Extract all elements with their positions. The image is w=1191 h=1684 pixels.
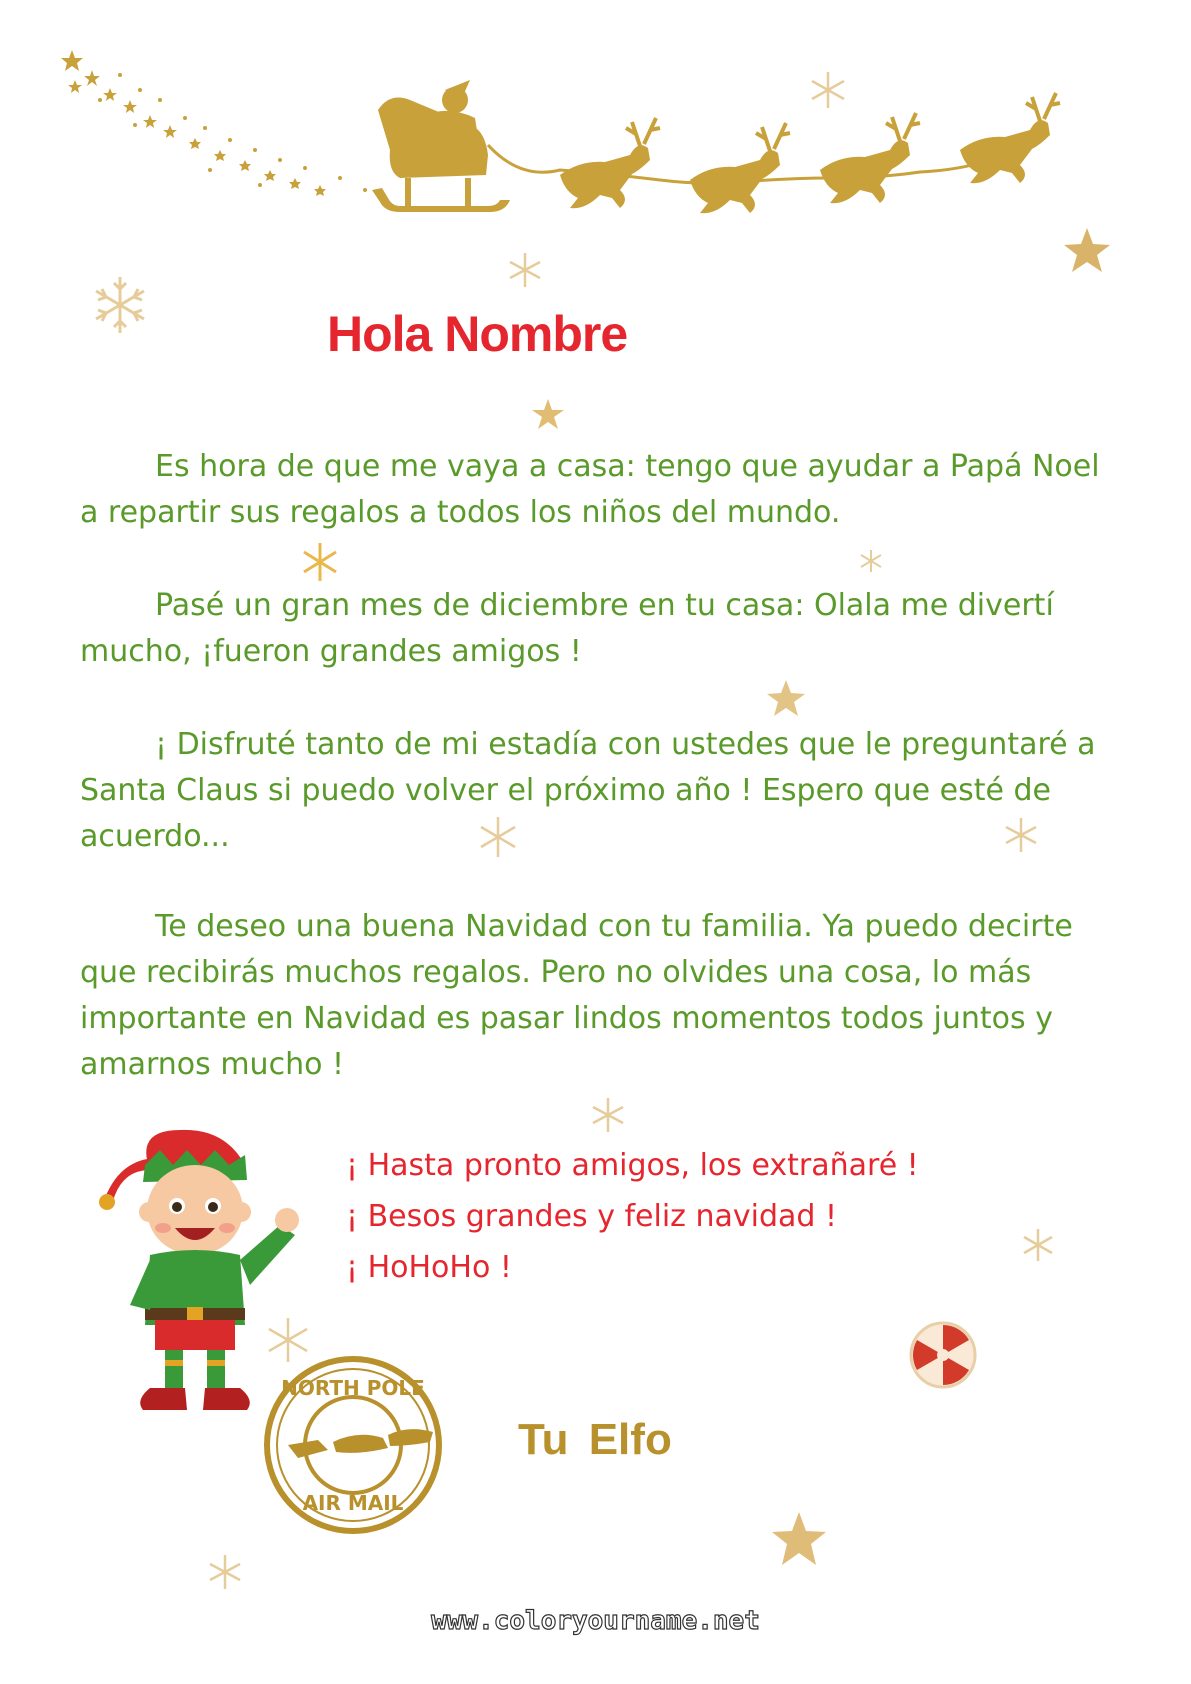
reindeer-4: [960, 93, 1060, 183]
snowflake-icon: [90, 275, 150, 335]
star-trail: [61, 50, 367, 196]
paragraph-text: Es hora de que me vaya a casa: tengo que ayudar a Papá Noel a repartir sus regalos a todos los niños del mundo.: [80, 449, 1100, 530]
letter-paragraph-3: [80, 722, 1120, 860]
paragraph-text: Te deseo una buena Navidad con tu familia. Ya puedo decirte que recibirás muchos regalos. Pero no olvides una cosa, lo más importante en Navidad es pasar lindos momentos todos juntos y amarnos mucho !: [80, 909, 1073, 1082]
snowflake-icon: [808, 70, 848, 110]
snowflake-icon: [1018, 1225, 1058, 1265]
farewell-line-3: ¡ HoHoHo !: [346, 1250, 512, 1285]
paragraph-text: ¡ Disfruté tanto de mi estadía con ustedes que le preguntaré a Santa Claus si puedo volver el próximo año ! Espero que esté de acuerdo...: [80, 727, 1096, 854]
reindeer-2: [690, 123, 790, 213]
star-icon: [770, 1510, 828, 1568]
greeting-heading: Hola Nombre: [327, 306, 628, 362]
sleigh-reindeer-silhouette: [0, 0, 1191, 260]
reindeer-3: [820, 113, 920, 203]
peppermint-candy-icon: [908, 1320, 978, 1390]
farewell-line-2: ¡ Besos grandes y feliz navidad !: [346, 1199, 837, 1234]
snowflake-icon: [858, 548, 884, 574]
north-pole-stamp: [258, 1350, 448, 1540]
star-icon: [765, 678, 807, 720]
star-icon: [530, 397, 566, 433]
snowflake-icon: [205, 1552, 245, 1592]
footer-website: www.coloryourname.net: [431, 1606, 760, 1636]
signature: Tu Elfo: [518, 1415, 672, 1464]
snowflake-icon: [588, 1095, 628, 1135]
stamp-top-text: NORTH POLE: [281, 1376, 425, 1400]
letter-paragraph-4: [80, 904, 1090, 1088]
snowflake-icon: [505, 250, 545, 290]
star-icon: [1062, 226, 1112, 276]
letter-paragraph-2: [80, 583, 1120, 675]
farewell-block: [346, 1140, 919, 1293]
letter-paragraph-1: [80, 444, 1120, 536]
snowflake-icon: [298, 540, 342, 584]
stamp-bottom-text: AIR MAIL: [302, 1491, 404, 1515]
farewell-line-1: ¡ Hasta pronto amigos, los extrañaré !: [346, 1148, 919, 1183]
paragraph-text: Pasé un gran mes de diciembre en tu casa: Olala me divertí mucho, ¡fueron grandes amigos !: [80, 588, 1054, 669]
reindeer-1: [560, 118, 660, 208]
